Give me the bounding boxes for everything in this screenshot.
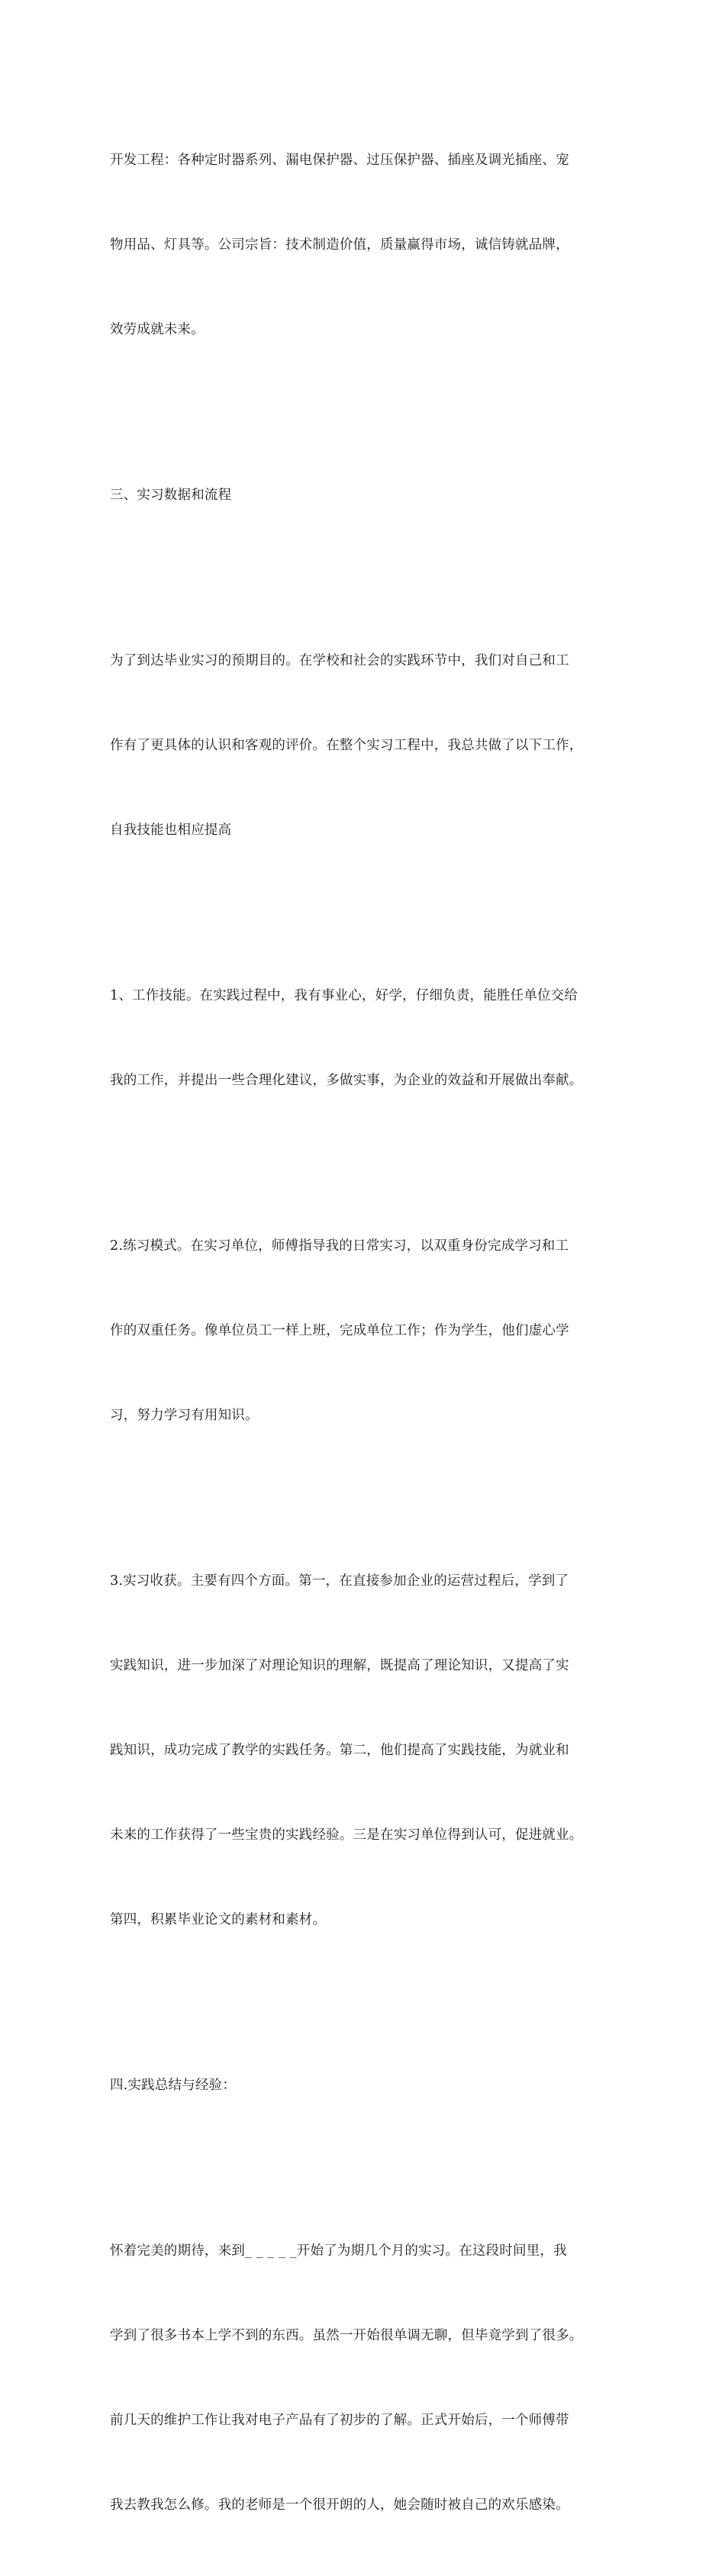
paragraph-work-skills	[110, 926, 618, 1151]
section-heading-4	[110, 2015, 618, 2156]
text-line: 作的双重任务。像单位员工一样上班，完成单位工作；作为学生，他们虚心学	[110, 1323, 569, 1338]
text-line: 践知识，成功完成了教学的实践任务。第二，他们提高了实践技能，为就业和	[110, 1743, 569, 1758]
text-line: 效劳成就未来。	[110, 322, 205, 337]
section-heading-3	[110, 425, 618, 566]
text-line: 习，努力学习有用知识。	[110, 1408, 259, 1423]
text-line: 3.实习收获。主要有四个方面。第一，在直接参加企业的运营过程后，学到了	[110, 1573, 569, 1589]
text-line: 我的工作，并提出一些合理化建议，多做实事，为企业的效益和开展做出奉献。	[110, 1073, 583, 1088]
text-line: 开发工程：各种定时器系列、漏电保护器、过压保护器、插座及调光插座、宠	[110, 153, 569, 168]
text-line: 1、工作技能。在实践过程中，我有事业心，好学，仔细负责，能胜任单位交给	[110, 988, 578, 1003]
paragraph-practice-mode	[110, 1176, 618, 1486]
paragraph-experience-summary	[110, 2181, 618, 2576]
text-line: 怀着完美的期待，来到_ _ _ _ _开始了为期几个月的实习。在这段时间里，我	[110, 2243, 567, 2259]
text-line: 第四，积累毕业论文的素材和素材。	[110, 1912, 327, 1927]
text-line: 为了到达毕业实习的预期目的。在学校和社会的实践环节中，我们对自己和工	[110, 653, 569, 668]
paragraph-products-and-mission	[110, 90, 618, 401]
text-line: 作有了更具体的认识和客观的评价。在整个实习工程中，我总共做了以下工作，	[110, 738, 583, 753]
text-line: 实践知识，进一步加深了对理论知识的理解，既提高了理论知识，又提高了实	[110, 1658, 569, 1673]
text-line: 我去教我怎么修。我的老师是一个很开朗的人，她会随时被自己的欢乐感染。	[110, 2497, 569, 2513]
document-page	[110, 90, 618, 2576]
text-line: 未来的工作获得了一些宝贵的实践经验。三是在实习单位得到认可，促进就业。	[110, 1827, 583, 1843]
text-line: 自我技能也相应提高	[110, 823, 232, 838]
text-line: 学到了很多书本上学不到的东西。虽然一开始很单调无聊，但毕竟学到了很多。	[110, 2328, 583, 2343]
paragraph-internship-gains	[110, 1511, 618, 1991]
text-line: 2.练习模式。在实习单位，师傅指导我的日常实习，以双重身份完成学习和工	[110, 1238, 569, 1254]
paragraph-internship-purpose	[110, 591, 618, 901]
heading-text: 三、实习数据和流程	[110, 488, 232, 503]
heading-text: 四.实践总结与经验：	[110, 2078, 237, 2093]
text-line: 前几天的维护工作让我对电子产品有了初步的了解。正式开始后，一个师傅带	[110, 2413, 569, 2428]
text-line: 物用品、灯具等。公司宗旨：技术制造价值，质量赢得市场，诚信铸就品牌，	[110, 237, 569, 253]
